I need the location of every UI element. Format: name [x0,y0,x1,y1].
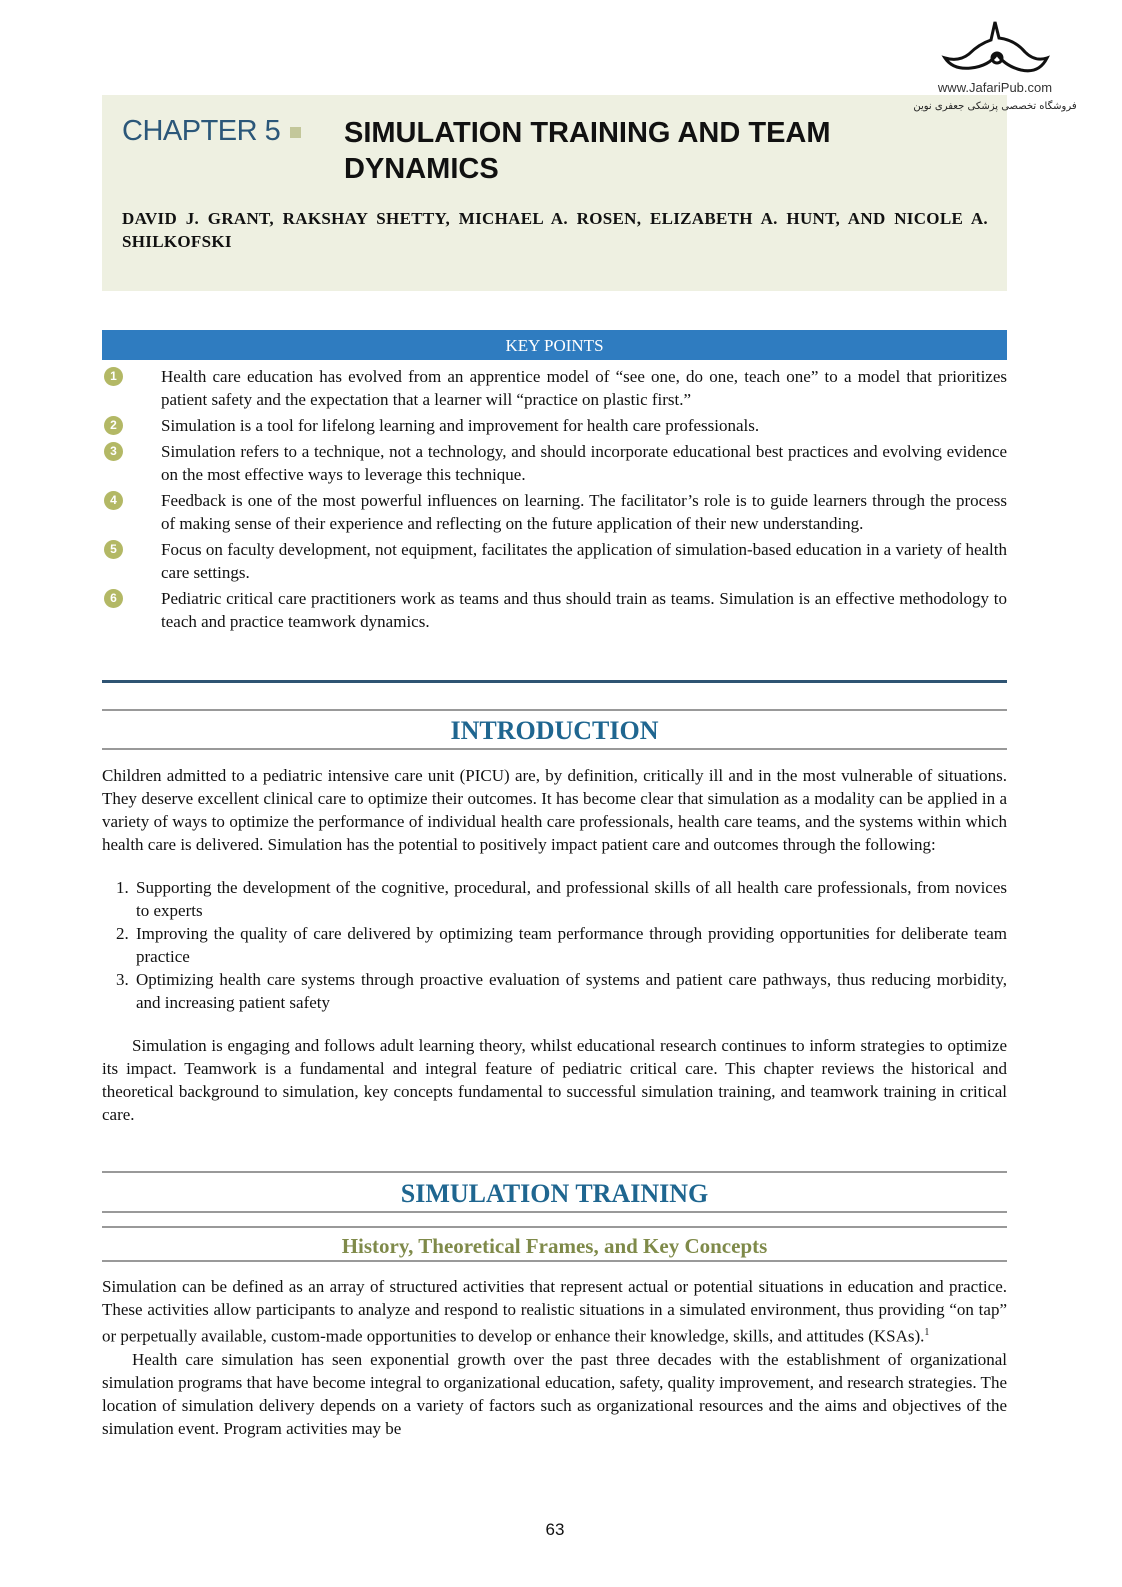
key-point-text: Health care education has evolved from an apprentice model of “see one, do one, teach one” to a model that prioritizes patient safety and the expectation that a learner will “practice on plastic first.” [161,367,1007,409]
simulation-training-heading: SIMULATION TRAINING [400,1179,709,1208]
number-badge-icon: 2 [104,416,123,435]
section-rule-bottom [102,748,1007,750]
key-point-text: Simulation is a tool for lifelong learning and improvement for health care professionals. [161,416,760,435]
list-number: 2. [116,924,129,943]
list-item [102,922,1007,968]
subsection-rule-top [102,1226,1007,1228]
section-rule-top [102,1171,1007,1173]
sim-paragraph-2: Health care simulation has seen exponential growth over the past three decades with the establishment of organizational simulation programs that have become integral to organizational education, safety, quality improvement, and research strategies. The location of simulation delivery depends on a variety of factors such as organizational resources and the aims and objectives of the simulation event. Program activities may be [102,1349,1007,1438]
introduction-body [102,764,1007,1126]
key-point-item [102,489,1007,535]
key-point-item [102,440,1007,486]
subsection-rule-bottom [102,1260,1007,1262]
number-badge-icon: 1 [104,367,123,386]
intro-paragraph-1: Children admitted to a pediatric intensive care unit (PICU) are, by definition, critically ill and in the most vulnerable of situations. They deserve excellent clinical care to optimize their outcomes. It has become clear that simulation as a modality can be applied in a variety of ways to optimize the performance of individual health care professionals, health care teams, and the systems within which health care is delivered. Simulation has the potential to positively impact patient care and outcomes through the following: [102,766,1007,854]
chapter-title: SIMULATION TRAINING AND TEAM DYNAMICS [344,117,831,185]
key-point-item [102,538,1007,584]
watermark-url: www.JafariPub.com [937,80,1053,95]
number-badge-icon: 5 [104,540,123,559]
square-bullet-icon [290,127,301,138]
key-points-heading: KEY POINTS [102,330,1007,360]
list-number: 1. [116,878,129,897]
key-point-text: Focus on faculty development, not equipment, facilitates the application of simulation-based education in a variety of health care settings. [161,540,1007,582]
key-point-text: Pediatric critical care practitioners work as teams and thus should train as teams. Simulation is an effective methodology to teach and practice teamwork dynamics. [161,589,1007,631]
watermark-tagline: فروشگاه تخصصی پزشکی جعفری نوین [913,101,1077,112]
sim-paragraph-1-text: Simulation can be defined as an array of structured activities that represent actual or potential situations in education and practice. These activities allow participants to analyze and respond to realistic situations in a simulated environment, thus providing “on tap” or perpetually available, custom-made opportunities to develop or enhance their knowledge, skills, and attitudes (KSAs). [102,1277,1007,1346]
list-number: 3. [116,970,129,989]
number-badge-icon: 4 [104,491,123,510]
key-point-item [102,587,1007,633]
intro-paragraph-2: Simulation is engaging and follows adult learning theory, whilst educational research continues to inform strategies to optimize its impact. Teamwork is a fundamental and integral feature of pediatric critical care. This chapter reviews the historical and theoretical background to simulation, key concepts fundamental to successful simulation training, and teamwork training in critical care. [102,1036,1007,1124]
sim-paragraph-1 [102,1275,1007,1348]
list-item [102,968,1007,1014]
reference-superscript: 1 [924,1327,930,1338]
key-points-list [102,365,1007,636]
section-rule-top [102,709,1007,711]
key-point-item [102,365,1007,411]
key-point-text: Feedback is one of the most powerful influences on learning. The facilitator’s role is to guide learners through the process of making sense of their experience and reflecting on the future application of their new understanding. [161,491,1007,533]
simulation-training-body [102,1275,1007,1440]
history-subheading: History, Theoretical Frames, and Key Concepts [341,1234,768,1258]
section-rule-bottom [102,1211,1007,1213]
chapter-label [122,115,301,148]
chapter-header [102,95,1007,291]
key-point-item [102,414,1007,437]
chapter-number: CHAPTER 5 [122,115,281,147]
list-text: Improving the quality of care delivered by optimizing team performance through providing opportunities for deliberate team practice [136,924,1007,966]
key-points-divider [102,680,1007,683]
list-text: Optimizing health care systems through proactive evaluation of systems and patient care pathways, thus reducing morbidity, and increasing patient safety [136,970,1007,1012]
introduction-heading: INTRODUCTION [450,716,659,745]
page-number: 63 [545,1520,565,1539]
number-badge-icon: 3 [104,442,123,461]
number-badge-icon: 6 [104,589,123,608]
list-text: Supporting the development of the cognitive, procedural, and professional skills of all health care professionals, from novices to experts [136,878,1007,920]
watermark-logo [905,18,1085,112]
intro-numbered-list [102,876,1007,1014]
key-point-text: Simulation refers to a technique, not a technology, and should incorporate educational best practices and evolving evidence on the most effective ways to leverage this technique. [161,442,1007,484]
chapter-authors: DAVID J. GRANT, RAKSHAY SHETTY, MICHAEL A. ROSEN, ELIZABETH A. HUNT, AND NICOLE A. SHILKOFSKI [122,209,988,251]
calligraphy-logo-icon [935,18,1055,80]
list-item [102,876,1007,922]
